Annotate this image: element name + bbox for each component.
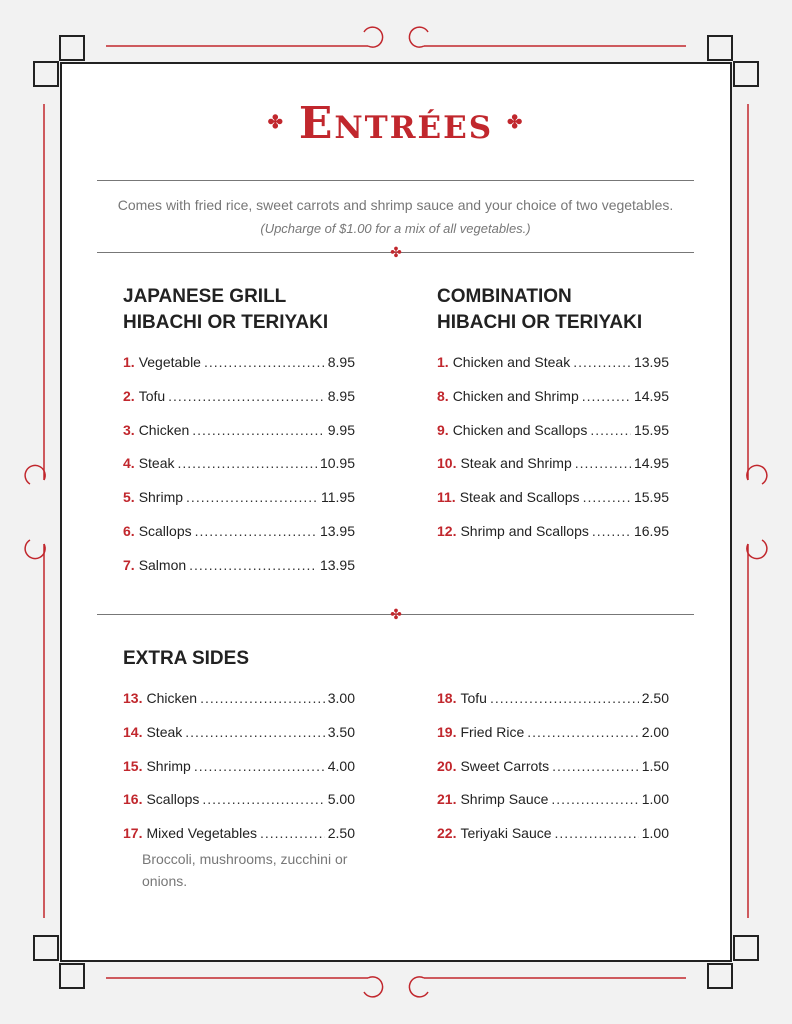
diamond-clover-icon: ✤: [390, 244, 402, 260]
description-note: (Upcharge of $1.00 for a mix of all vegetables.): [260, 221, 531, 236]
combination-heading: COMBINATION HIBACHI OR TERIYAKI: [437, 286, 643, 333]
japanese-grill-list: [123, 354, 355, 591]
menu-item: 18. Tofu ..... 2.50: [437, 690, 669, 724]
menu-item: 19. Fried Rice ..... 2.00: [437, 724, 669, 758]
menu-item: 16. Scallops ..... 5.00: [123, 791, 355, 825]
menu-item: 14. Steak ..... 3.50: [123, 724, 355, 758]
diamond-clover-icon: ✤: [507, 112, 525, 133]
extra-sides-heading: EXTRA SIDES: [123, 648, 249, 669]
menu-item: 4. Steak ..... 10.95: [123, 455, 355, 489]
entree-description: [97, 194, 694, 240]
combination-list: [437, 354, 669, 557]
menu-item: 5. Shrimp ..... 11.95: [123, 489, 355, 523]
menu-item: 13. Chicken ..... 3.00: [123, 690, 355, 724]
menu-item: 12. Shrimp and Scallops ..... 16.95: [437, 523, 669, 557]
menu-item: 3. Chicken ..... 9.95: [123, 422, 355, 456]
menu-item: 9. Chicken and Scallops ..... 15.95: [437, 422, 669, 456]
menu-item: 10. Steak and Shrimp ..... 14.95: [437, 455, 669, 489]
menu-item: 22. Teriyaki Sauce ..... 1.00: [437, 825, 669, 859]
diamond-clover-icon: ✤: [390, 606, 402, 622]
menu-item: 7. Salmon ..... 13.95: [123, 557, 355, 591]
extra-sides-right-list: [437, 690, 669, 859]
extra-sides-left-list: [123, 690, 355, 859]
menu-item: 17. Mixed Vegetables ..... 2.50: [123, 825, 355, 859]
menu-item: 1. Vegetable ..... 8.95: [123, 354, 355, 388]
menu-item: 11. Steak and Scallops ..... 15.95: [437, 489, 669, 523]
mixed-vegetables-note: Broccoli, mushrooms, zucchini or onions.: [142, 851, 348, 889]
divider: [97, 180, 694, 181]
menu-item: 21. Shrimp Sauce ..... 1.00: [437, 791, 669, 825]
menu-item: 20. Sweet Carrots ..... 1.50: [437, 758, 669, 792]
menu-item: 2. Tofu ..... 8.95: [123, 388, 355, 422]
diamond-clover-icon: ✤: [267, 112, 285, 133]
menu-item: 8. Chicken and Shrimp ..... 14.95: [437, 388, 669, 422]
japanese-grill-heading: JAPANESE GRILL HIBACHI OR TERIYAKI: [123, 286, 329, 333]
menu-item: 15. Shrimp ..... 4.00: [123, 758, 355, 792]
description-main: Comes with fried rice, sweet carrots and shrimp sauce and your choice of two vegetables.: [117, 197, 674, 213]
menu-item: 1. Chicken and Steak ..... 13.95: [437, 354, 669, 388]
menu-item: 6. Scallops ..... 13.95: [123, 523, 355, 557]
page-title: ✤ Entrées ✤: [267, 98, 525, 149]
